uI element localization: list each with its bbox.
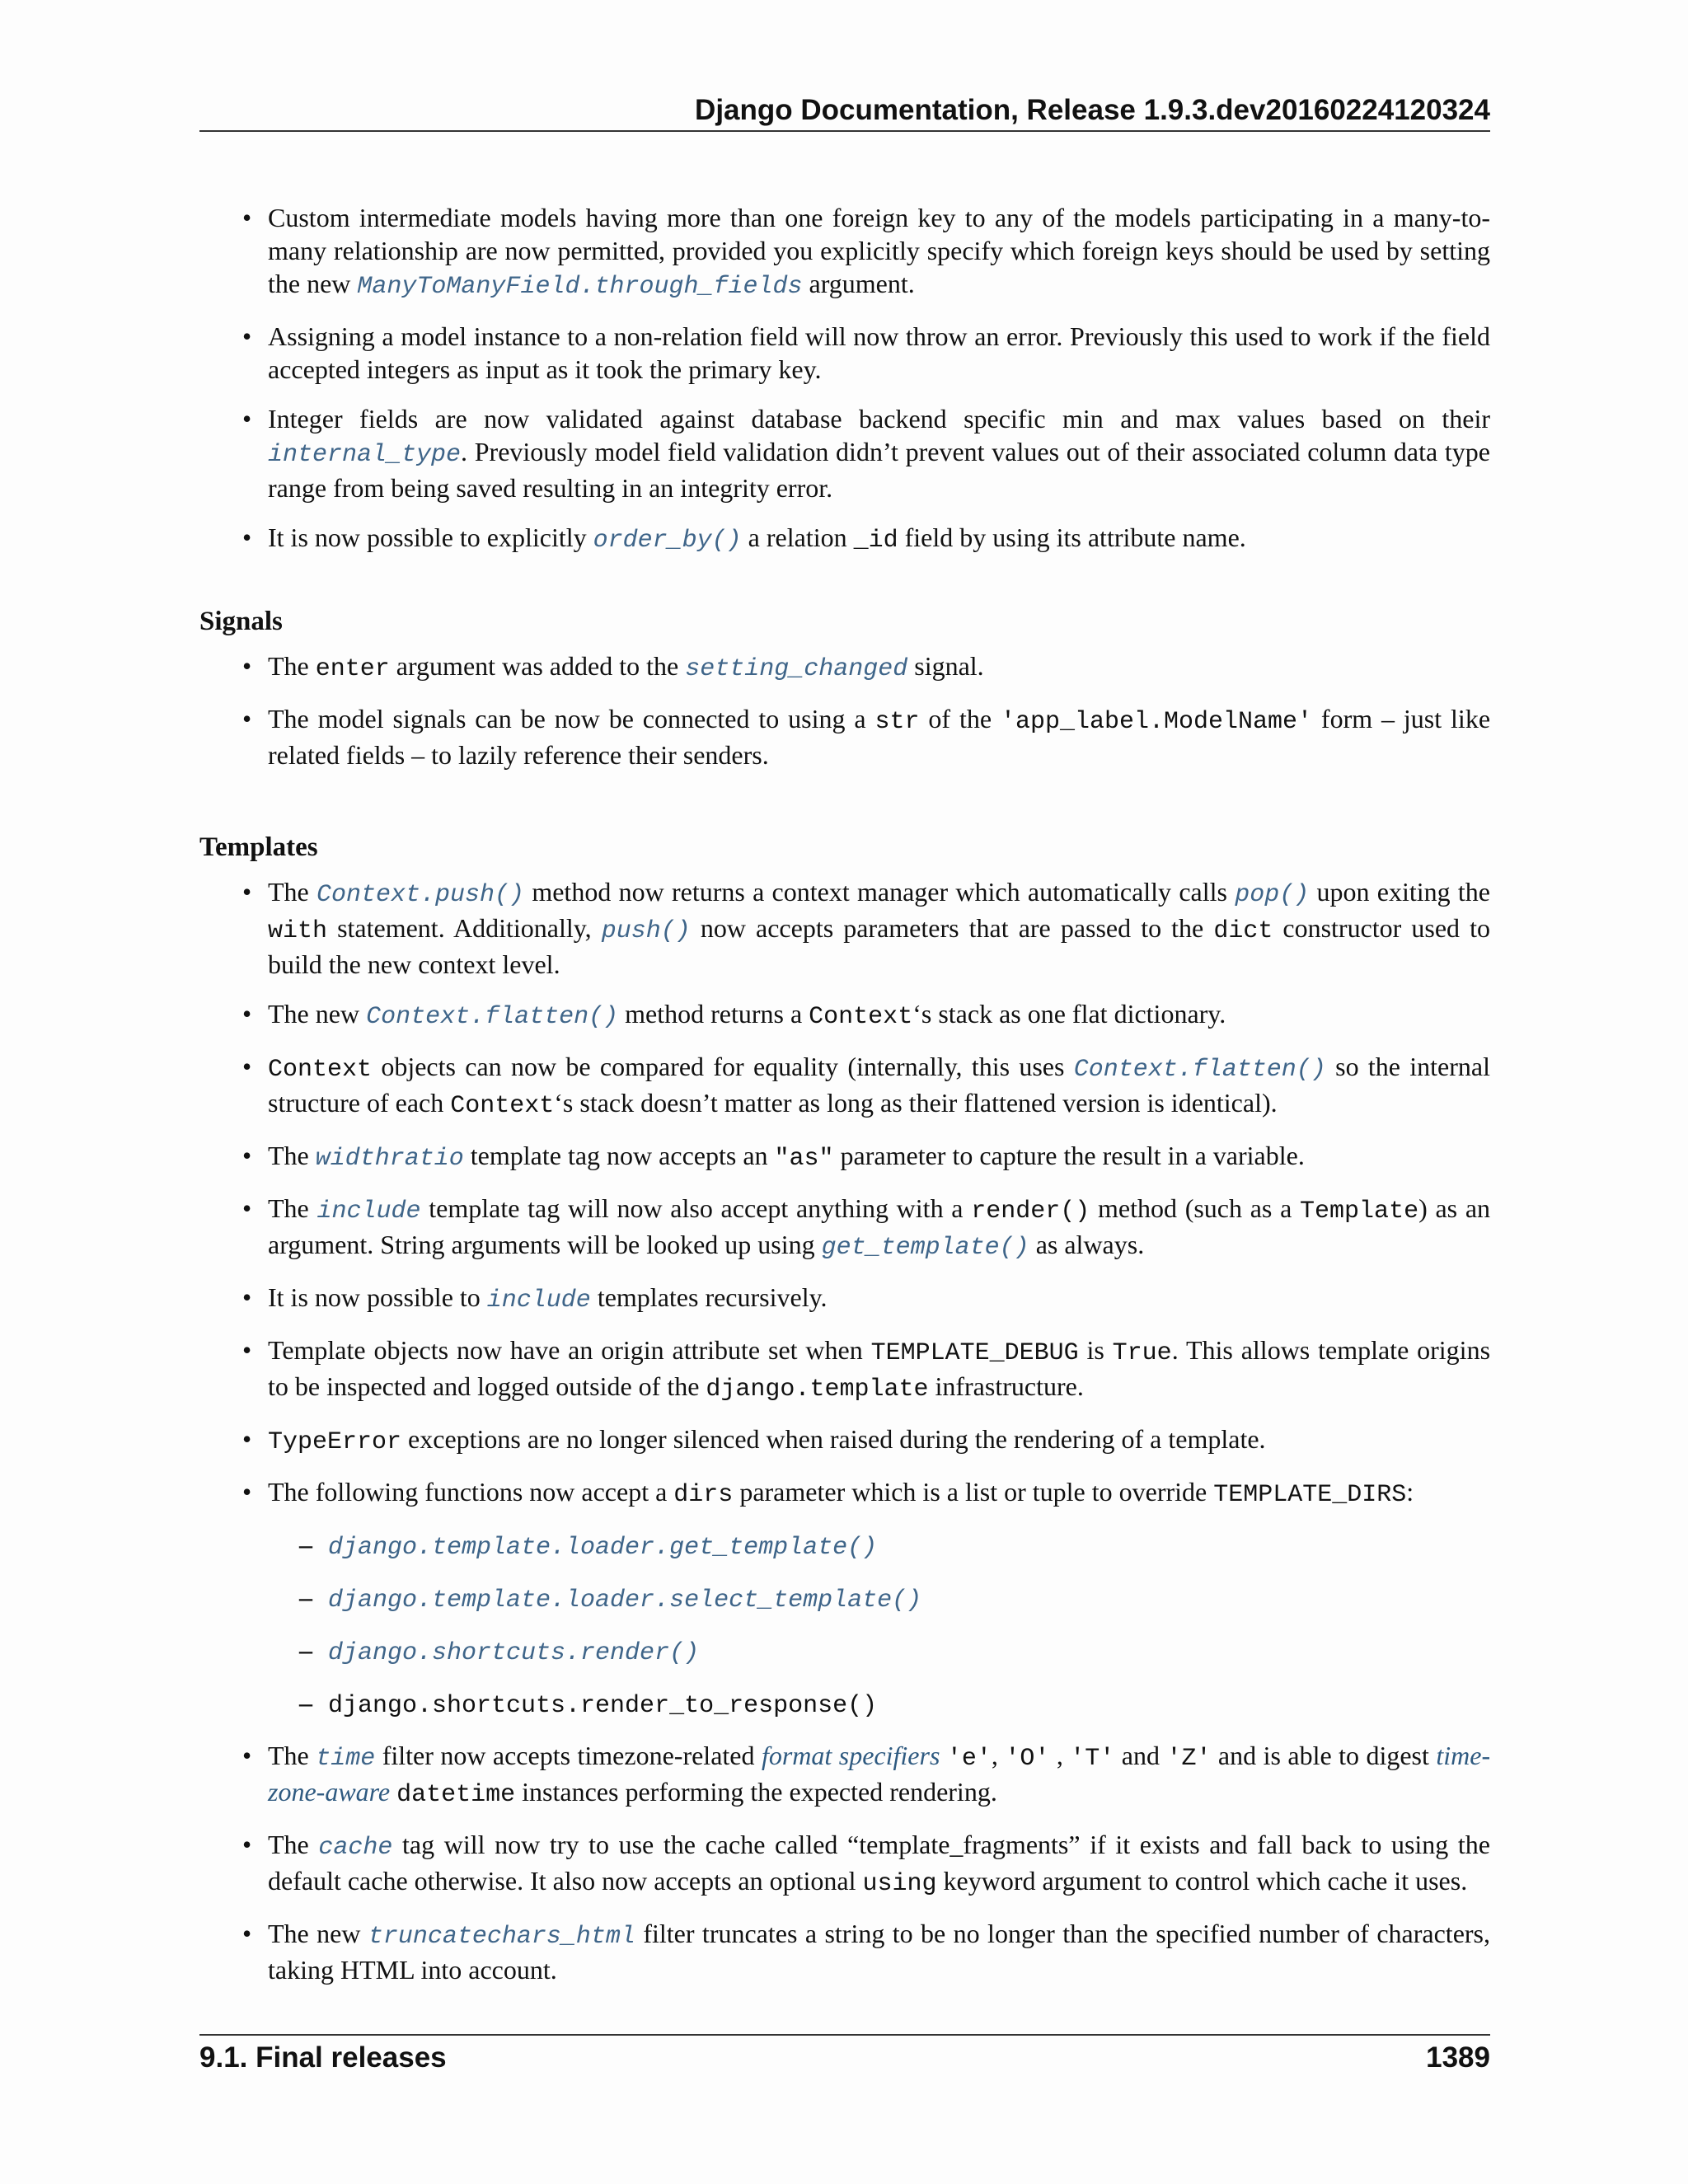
list-item	[199, 1333, 1490, 1406]
text: The	[268, 1193, 317, 1223]
text: The new	[268, 1919, 368, 1948]
footer-rule	[199, 2034, 1490, 2036]
cache-tag-link[interactable]: cache	[318, 1834, 393, 1862]
code-literal: 'app_label.ModelName'	[1000, 708, 1313, 736]
list-item	[199, 1475, 1490, 1722]
text: Custom intermediate models having more than one foreign key to any of the models participating in a many-to-many relationship are now permitted, provided you explicitly specify which foreign keys should be used by setting the new	[268, 203, 1490, 298]
list-item	[199, 702, 1490, 771]
include-link[interactable]: include	[316, 1197, 421, 1226]
text: argument.	[802, 269, 915, 298]
text: templates recursively.	[590, 1282, 828, 1312]
text: It is now possible to	[268, 1282, 487, 1312]
text: parameter which is a list or tuple to override	[733, 1477, 1214, 1507]
list-item	[199, 1828, 1490, 1900]
text: template tag now accepts an	[463, 1141, 775, 1170]
list-item	[199, 402, 1490, 504]
dirs-function-list	[268, 1528, 1490, 1722]
list-item	[199, 521, 1490, 557]
shortcuts-render-link[interactable]: django.shortcuts.render()	[328, 1639, 700, 1667]
signals-list	[199, 649, 1490, 771]
text	[390, 1777, 396, 1807]
code-literal: with	[268, 917, 328, 945]
text: parameter to capture the result in a variable.	[833, 1141, 1305, 1170]
footer-section: 9.1. Final releases	[199, 2041, 447, 2074]
truncatechars-html-link[interactable]: truncatechars_html	[368, 1923, 635, 1951]
include-link[interactable]: include	[486, 1286, 591, 1315]
text: template tag will now also accept anything with a	[420, 1193, 972, 1223]
models-list	[199, 201, 1490, 557]
code-literal: Context	[809, 1003, 913, 1031]
text: ‘s stack as one flat dictionary.	[912, 999, 1226, 1029]
code-literal: 'O'	[1005, 1745, 1050, 1773]
text: and is able to digest	[1211, 1741, 1437, 1770]
setting-changed-link[interactable]: setting_changed	[685, 655, 908, 683]
text: argument was added to the	[389, 651, 686, 681]
text: a relation	[741, 523, 854, 552]
internal-type-link[interactable]: internal_type	[268, 441, 462, 469]
list-item	[199, 649, 1490, 686]
text: method returns a	[618, 999, 809, 1029]
list-item	[199, 875, 1490, 981]
text: ,	[1049, 1741, 1071, 1770]
code-literal: enter	[315, 655, 390, 683]
code-literal: TypeError	[268, 1428, 402, 1456]
sub-list-item	[268, 1581, 1490, 1617]
list-item	[199, 1917, 1490, 1986]
get-template-link[interactable]: get_template()	[821, 1234, 1029, 1262]
list-item	[199, 997, 1490, 1033]
code-literal: TEMPLATE_DIRS	[1213, 1481, 1407, 1509]
running-header: Django Documentation, Release 1.9.3.dev20160224120324	[695, 94, 1490, 126]
code-literal: "as"	[774, 1145, 834, 1173]
code-literal: 'Z'	[1166, 1745, 1212, 1773]
page-body	[199, 201, 1490, 2003]
text: instances performing the expected rendering.	[515, 1777, 997, 1807]
sub-list-item	[268, 1633, 1490, 1670]
text: of the	[919, 704, 1001, 733]
order-by-link[interactable]: order_by()	[593, 527, 742, 555]
text: The	[268, 1830, 319, 1859]
list-item	[199, 1139, 1490, 1175]
widthratio-link[interactable]: widthratio	[315, 1145, 464, 1173]
code-literal: str	[874, 708, 920, 736]
code-literal: django.template	[706, 1376, 929, 1404]
through-fields-link[interactable]: ManyToManyField.through_fields	[357, 273, 803, 301]
code-literal: dict	[1213, 917, 1273, 945]
text: . Previously model field validation didn’t prevent values out of their associated column data type range from being saved resulting in an integrity error.	[268, 437, 1490, 503]
text: now accepts parameters that are passed to the	[690, 913, 1214, 943]
text: as always.	[1029, 1230, 1145, 1259]
code-literal: TEMPLATE_DEBUG	[870, 1339, 1079, 1367]
text: form – just like related fields – to lazily reference their senders.	[268, 704, 1491, 770]
templates-list	[199, 875, 1490, 1986]
text: so the internal structure of each	[268, 1052, 1491, 1118]
text: ) as an argument. String arguments will be looked up using	[268, 1193, 1491, 1259]
text: The following functions now accept a	[268, 1477, 674, 1507]
list-item	[199, 1281, 1490, 1317]
list-item	[199, 201, 1490, 303]
code-literal: Context	[268, 1056, 373, 1084]
text: It is now possible to explicitly	[268, 523, 593, 552]
sub-list-item	[268, 1686, 1490, 1722]
list-item	[199, 1192, 1490, 1264]
text: The	[268, 1741, 316, 1770]
text: filter now accepts timezone-related	[375, 1741, 762, 1770]
list-item	[199, 1050, 1490, 1122]
text: method (such as a	[1090, 1193, 1301, 1223]
text	[940, 1741, 946, 1770]
text: statement. Additionally,	[327, 913, 602, 943]
text: keyword argument to control which cache it uses.	[936, 1866, 1468, 1896]
text: Assigning a model instance to a non-relation field will now throw an error. Previously this used to work if the field accepted integers as input as it took the primary key.	[268, 321, 1490, 384]
templates-heading: Templates	[199, 832, 318, 862]
text: The new	[268, 999, 367, 1029]
page-number: 1389	[1426, 2041, 1490, 2074]
text: The	[268, 1141, 316, 1170]
code-literal: Template	[1300, 1197, 1419, 1226]
list-item	[199, 320, 1490, 386]
text: filter truncates a string to be no longer than the specified number of characters, taking HTML into account.	[268, 1919, 1491, 1985]
text: objects can now be compared for equality (internally, this uses	[372, 1052, 1074, 1081]
context-flatten-link[interactable]: Context.flatten()	[366, 1003, 619, 1031]
text: ,	[991, 1741, 1006, 1770]
code-literal: django.shortcuts.render_to_response()	[328, 1692, 878, 1720]
text: field by using its attribute name.	[898, 523, 1246, 552]
text: The model signals can be now be connected to using a	[268, 704, 875, 733]
signals-heading: Signals	[199, 607, 283, 636]
text: Template objects now have an origin attribute set when	[268, 1335, 871, 1365]
text: :	[1406, 1477, 1414, 1507]
text: method now returns a context manager which automatically calls	[524, 877, 1236, 907]
text: tag will now try to use the cache called “template_fragments” if it exists and fall back to using the default cache otherwise. It also now accepts an optional	[268, 1830, 1491, 1896]
code-literal: using	[862, 1870, 937, 1898]
text: The	[268, 877, 317, 907]
context-flatten-link[interactable]: Context.flatten()	[1073, 1056, 1326, 1084]
code-literal: datetime	[396, 1781, 516, 1809]
code-literal: 'e'	[946, 1745, 992, 1773]
text: upon exiting the	[1309, 877, 1490, 907]
time-filter-link[interactable]: time	[316, 1745, 376, 1773]
text: is	[1078, 1335, 1113, 1365]
loader-get-template-link[interactable]: django.template.loader.get_template()	[328, 1534, 878, 1562]
code-literal: dirs	[673, 1481, 734, 1509]
time-zone-aware-link[interactable]: time-zone-aware	[268, 1741, 1491, 1807]
text: signal.	[907, 651, 984, 681]
code-literal: True	[1112, 1339, 1172, 1367]
code-literal: 'T'	[1070, 1745, 1115, 1773]
text: infrastructure.	[928, 1371, 1084, 1401]
push-link[interactable]: push()	[601, 917, 691, 945]
pop-link[interactable]: pop()	[1235, 881, 1310, 909]
header-rule	[199, 130, 1490, 132]
text: constructor used to build the new context level.	[268, 913, 1491, 979]
loader-select-template-link[interactable]: django.template.loader.select_template()	[328, 1586, 922, 1615]
format-specifiers-link[interactable]: format specifiers	[761, 1741, 940, 1770]
list-item	[199, 1739, 1490, 1811]
text: Integer fields are now validated against database backend specific min and max values based on their	[268, 404, 1490, 434]
code-literal: _id	[853, 527, 898, 555]
code-literal: Context	[450, 1092, 555, 1120]
code-literal: render()	[971, 1197, 1090, 1226]
text: The	[268, 651, 316, 681]
text: exceptions are no longer silenced when raised during the rendering of a template.	[401, 1424, 1266, 1454]
text: . This allows template origins to be inspected and logged outside of the	[268, 1335, 1491, 1401]
sub-list-item	[268, 1528, 1490, 1564]
context-push-link[interactable]: Context.push()	[316, 881, 525, 909]
text: ‘s stack doesn’t matter as long as their flattened version is identical).	[554, 1088, 1278, 1118]
running-footer	[199, 2040, 1490, 2076]
text: and	[1114, 1741, 1167, 1770]
list-item	[199, 1422, 1490, 1459]
